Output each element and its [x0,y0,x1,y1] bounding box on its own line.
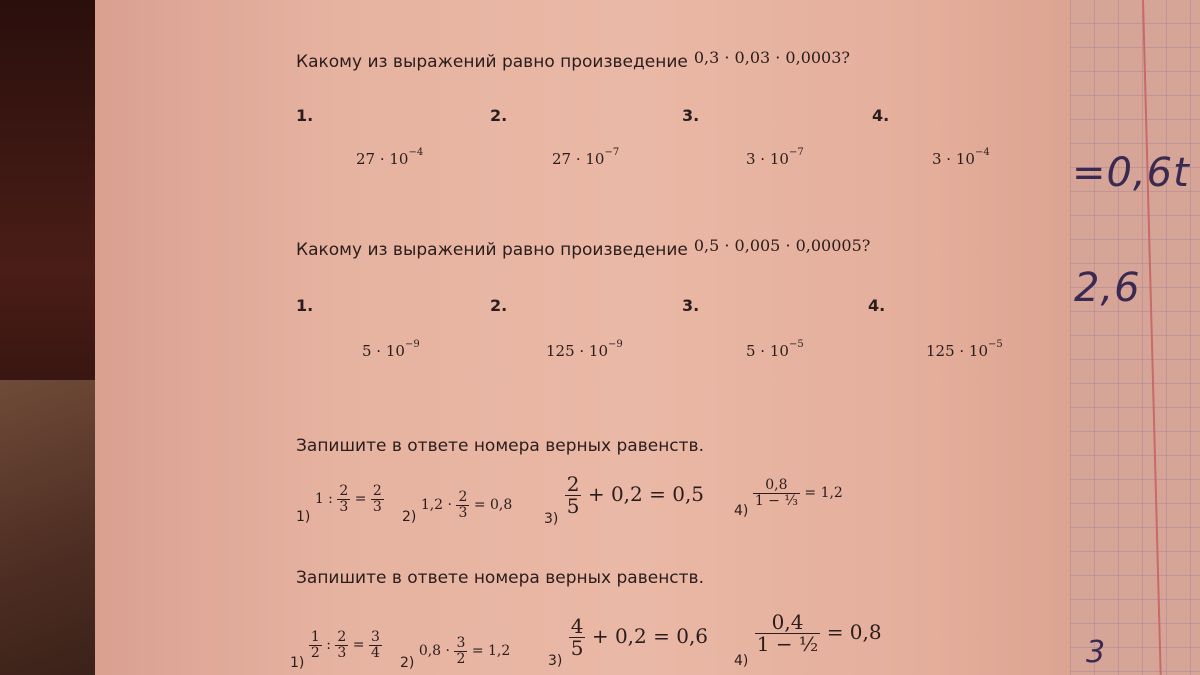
handwriting-note-2: 2,6 [1074,265,1141,311]
q4-equality-3: $_{3)}$ $\frac{4}{5}$ + 0,2 = 0,6 [548,614,709,669]
q2-option-1-number: 1. [296,296,314,315]
q3-equality-3: $_{3)}$ $\frac{2}{5}$ + 0,2 = 0,5 [544,472,705,527]
question-3-title: Запишите в ответе номера верных равенств. [296,436,704,456]
q1-option-2-number: 2. [490,106,508,125]
question-1-expression: 0,3 · 0,03 · 0,0003? [693,48,850,67]
q2-option-2-value: $125 \cdot 10^{-9}$ [546,339,623,360]
q3-equality-1: 1) 1 : $\frac{2}{3}$ = $\frac{2}{3}$ [296,483,382,526]
q2-option-3-number: 3. [682,296,700,315]
handwriting-note-3: 3 [1086,635,1107,670]
handwriting-note-1: =0,6t [1072,150,1190,196]
q3-equality-2: 2) 1,2 · $\frac{2}{3}$ = 0,8 [402,489,513,526]
q1-option-2-value: $27 \cdot 10^{-7}$ [552,147,620,168]
q1-option-1-number: 1. [296,106,314,125]
q3-equality-4: 4) $\frac{0,8}{\text{1 − ⅓}}$ = 1,2 [734,477,843,520]
q4-equality-1: 1) $\frac{1}{2}$ : $\frac{2}{3}$ = $\frac{3}{4}$ [290,629,380,672]
question-1-text: Какому из выражений равно произведение [296,52,688,72]
q1-option-1-value: $27 \cdot 10^{-4}$ [356,147,424,168]
q2-option-3-value: $5 \cdot 10^{-5}$ [746,339,804,360]
q1-option-3-value: $3 \cdot 10^{-7}$ [746,147,804,168]
q1-option-4-number: 4. [872,106,890,125]
q1-option-4-value: $3 \cdot 10^{-4}$ [932,147,990,168]
q4-equality-2: 2) 0,8 · $\frac{3}{2}$ = 1,2 [400,635,511,672]
notebook-page [1070,0,1200,675]
question-2-title [296,236,871,260]
background-fabric [0,380,110,675]
q1-option-3-number: 3. [682,106,700,125]
question-4-title: Запишите в ответе номера верных равенств. [296,568,704,588]
question-2-text: Какому из выражений равно произведение [296,240,688,260]
question-1-title [296,48,850,72]
q2-option-1-value: $5 \cdot 10^{-9}$ [362,339,420,360]
q2-option-4-number: 4. [868,296,886,315]
q4-equality-4: $_{4)}$ $\frac{0,4}{\text{1 − ½}}$ = 0,8 [734,610,882,669]
q2-option-4-value: $125 \cdot 10^{-5}$ [926,339,1003,360]
q2-option-2-number: 2. [490,296,508,315]
question-2-expression: 0,5 · 0,005 · 0,00005? [693,236,871,255]
